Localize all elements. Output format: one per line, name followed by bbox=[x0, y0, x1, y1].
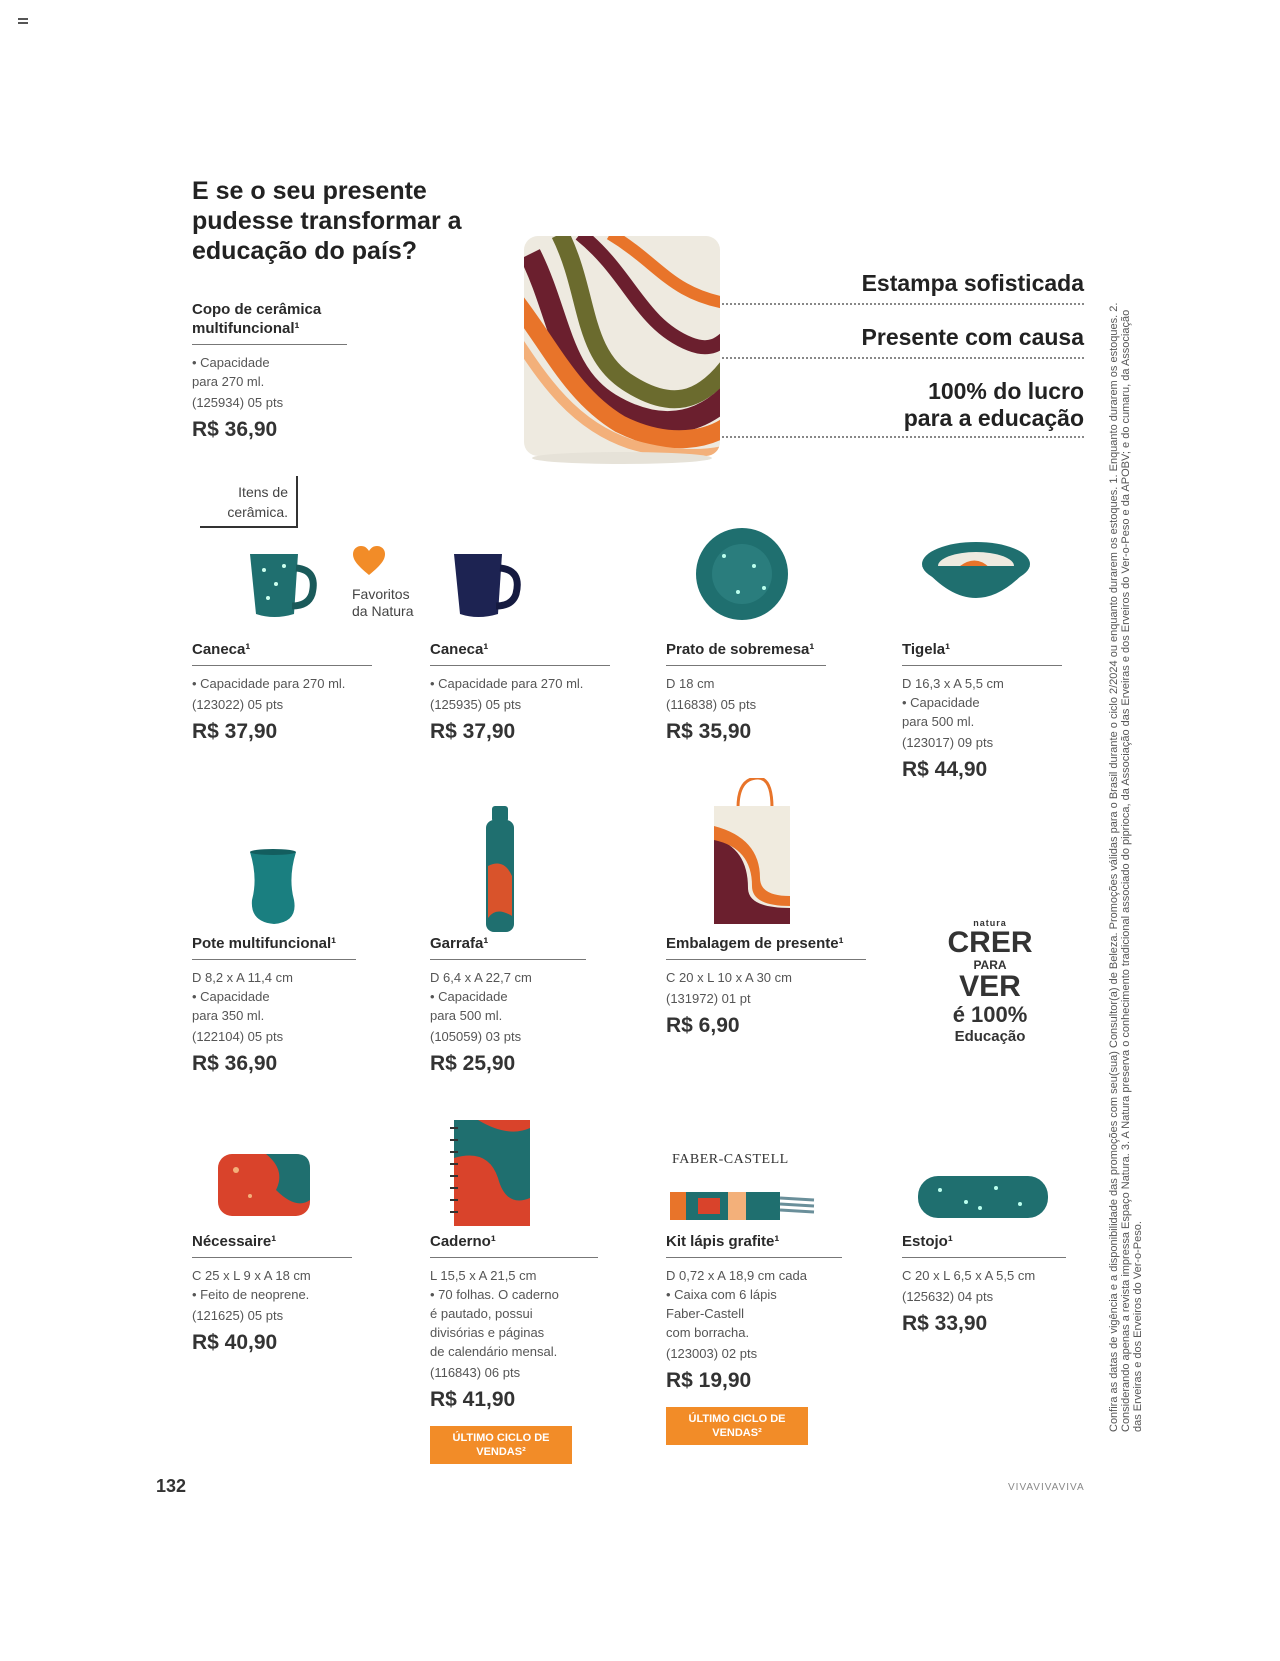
product-detail: • Capacidade para 270 ml. bbox=[430, 676, 584, 691]
product-card bbox=[430, 640, 610, 744]
product-name: Nécessaire¹ bbox=[192, 1232, 352, 1258]
hero-product-card bbox=[192, 300, 347, 442]
product-detail: D 18 cm bbox=[666, 676, 715, 691]
product-code: (125935) 05 pts bbox=[430, 697, 522, 712]
product-price: R$ 40,90 bbox=[192, 1331, 278, 1354]
pencil-case-image bbox=[916, 1172, 1050, 1222]
favoritos-label: Favoritos da Natura bbox=[352, 586, 414, 619]
product-code: (131972) 01 pt bbox=[666, 991, 751, 1006]
mug-navy-image bbox=[450, 550, 530, 622]
product-detail: C 20 x L 6,5 x A 5,5 cm bbox=[902, 1268, 1036, 1283]
product-detail: L 15,5 x A 21,5 cm • 70 folhas. O caderno é pautado, possui divisórias e páginas de calendário mensal. bbox=[430, 1268, 559, 1359]
product-price: R$ 25,90 bbox=[430, 1052, 516, 1075]
product-card bbox=[666, 934, 866, 1038]
product-name: Prato de sobremesa¹ bbox=[666, 640, 826, 666]
product-price: R$ 19,90 bbox=[666, 1369, 752, 1392]
product-card bbox=[430, 1232, 598, 1464]
product-name: Garrafa¹ bbox=[430, 934, 586, 960]
product-price: R$ 37,90 bbox=[430, 720, 516, 743]
product-code: (123022) 05 pts bbox=[192, 697, 284, 712]
product-code: (122104) 05 pts bbox=[192, 1029, 284, 1044]
product-detail: D 16,3 x A 5,5 cm • Capacidade para 500 ml. bbox=[902, 676, 1004, 729]
product-name: Copo de cerâmica multifuncional¹ bbox=[192, 300, 347, 345]
footer-tag: VIVAVIVAVIVA bbox=[1008, 1482, 1085, 1493]
last-cycle-badge: ÚLTIMO CICLO DE VENDAS² bbox=[666, 1407, 808, 1445]
product-code: (125632) 04 pts bbox=[902, 1289, 994, 1304]
product-card bbox=[430, 934, 586, 1076]
product-detail: C 20 x L 10 x A 30 cm bbox=[666, 970, 792, 985]
product-code: (116843) 06 pts bbox=[430, 1365, 521, 1380]
product-price: R$ 36,90 bbox=[192, 1052, 278, 1075]
product-card bbox=[666, 1232, 842, 1445]
product-name: Caderno¹ bbox=[430, 1232, 598, 1258]
product-detail: D 6,4 x A 22,7 cm • Capacidade para 500 ml. bbox=[430, 970, 532, 1023]
product-name: Caneca¹ bbox=[430, 640, 610, 666]
notebook-image bbox=[448, 1118, 532, 1228]
product-price: R$ 35,90 bbox=[666, 720, 752, 743]
divider bbox=[722, 303, 1084, 305]
feature-estampa: Estampa sofisticada bbox=[861, 270, 1084, 296]
ceramic-cup-image bbox=[520, 234, 726, 466]
product-detail: • Capacidade para 270 ml. bbox=[192, 355, 270, 389]
product-detail: D 0,72 x A 18,9 cm cada • Caixa com 6 lápis Faber-Castell com borracha. bbox=[666, 1268, 807, 1340]
legal-disclaimer bbox=[1108, 302, 1142, 1432]
product-card bbox=[666, 640, 826, 744]
product-name: Embalagem de presente¹ bbox=[666, 934, 866, 960]
heart-icon bbox=[352, 546, 386, 576]
product-name: Estojo¹ bbox=[902, 1232, 1066, 1258]
pot-image bbox=[244, 848, 302, 928]
product-code: (123017) 09 pts bbox=[902, 735, 994, 750]
product-detail: C 25 x L 9 x A 18 cm • Feito de neoprene. bbox=[192, 1268, 311, 1302]
pencil-kit-image bbox=[668, 1188, 818, 1224]
product-price: R$ 44,90 bbox=[902, 758, 988, 781]
mug-teal-image bbox=[246, 550, 326, 622]
divider bbox=[722, 436, 1084, 438]
faber-castell-logo: FABER-CASTELL bbox=[672, 1152, 789, 1167]
page-headline: E se o seu presente pudesse transformar a educação do país? bbox=[192, 177, 462, 265]
product-price: R$ 6,90 bbox=[666, 1014, 740, 1037]
page-number: 132 bbox=[156, 1476, 187, 1496]
product-code: (105059) 03 pts bbox=[430, 1029, 522, 1044]
product-name: Kit lápis grafite¹ bbox=[666, 1232, 842, 1258]
product-price: R$ 33,90 bbox=[902, 1312, 988, 1335]
necessaire-image bbox=[216, 1150, 312, 1220]
feature-presente: Presente com causa bbox=[861, 324, 1084, 350]
last-cycle-badge: ÚLTIMO CICLO DE VENDAS² bbox=[430, 1426, 572, 1464]
product-price: R$ 37,90 bbox=[192, 720, 278, 743]
bottle-image bbox=[480, 806, 522, 934]
product-card bbox=[192, 934, 356, 1076]
product-price: R$ 36,90 bbox=[192, 418, 278, 441]
legal-disclaimer-text: Confira as datas de vigência e a disponibilidade das promoções com seu(sua) Consultor(a) de Beleza. Promoções válidas para o Brasil durante o ciclo 2/2024 ou enquanto durarem os estoques. 1. Enquanto durarem os estoques. 2. Considerando apenas a revista impressa Espaço Natura. 3. A Natura preserva o conhecimento tradicional associado do piprioca, da Associação das Erveiras e dos Erveiros do Ver-o-Peso e da APOBV; e do cumaru, da Associação das Erveiras e dos Erveiros do Ver-o-Peso. bbox=[1108, 302, 1144, 1432]
divider bbox=[722, 357, 1084, 359]
product-code: (116838) 05 pts bbox=[666, 697, 757, 712]
product-price: R$ 41,90 bbox=[430, 1388, 516, 1411]
product-card bbox=[902, 640, 1062, 782]
bowl-image bbox=[920, 540, 1032, 610]
product-name: Caneca¹ bbox=[192, 640, 372, 666]
ceramic-note: Itens de cerâmica. bbox=[200, 476, 298, 528]
product-detail: D 8,2 x A 11,4 cm • Capacidade para 350 ml. bbox=[192, 970, 293, 1023]
product-code: (125934) 05 pts bbox=[192, 395, 284, 410]
product-card bbox=[192, 1232, 352, 1355]
product-card bbox=[192, 640, 372, 744]
product-code: (121625) 05 pts bbox=[192, 1308, 284, 1323]
product-name: Pote multifuncional¹ bbox=[192, 934, 356, 960]
gift-bag-image bbox=[708, 778, 796, 928]
product-card bbox=[902, 1232, 1066, 1336]
product-name: Tigela¹ bbox=[902, 640, 1062, 666]
product-detail: • Capacidade para 270 ml. bbox=[192, 676, 346, 691]
product-code: (123003) 02 pts bbox=[666, 1346, 758, 1361]
menu-icon[interactable] bbox=[18, 18, 28, 26]
crer-para-ver-logo: natura CRER PARA VER é 100% Educação bbox=[947, 918, 1033, 1045]
feature-lucro: 100% do lucro para a educação bbox=[903, 378, 1084, 431]
plate-image bbox=[694, 526, 790, 622]
